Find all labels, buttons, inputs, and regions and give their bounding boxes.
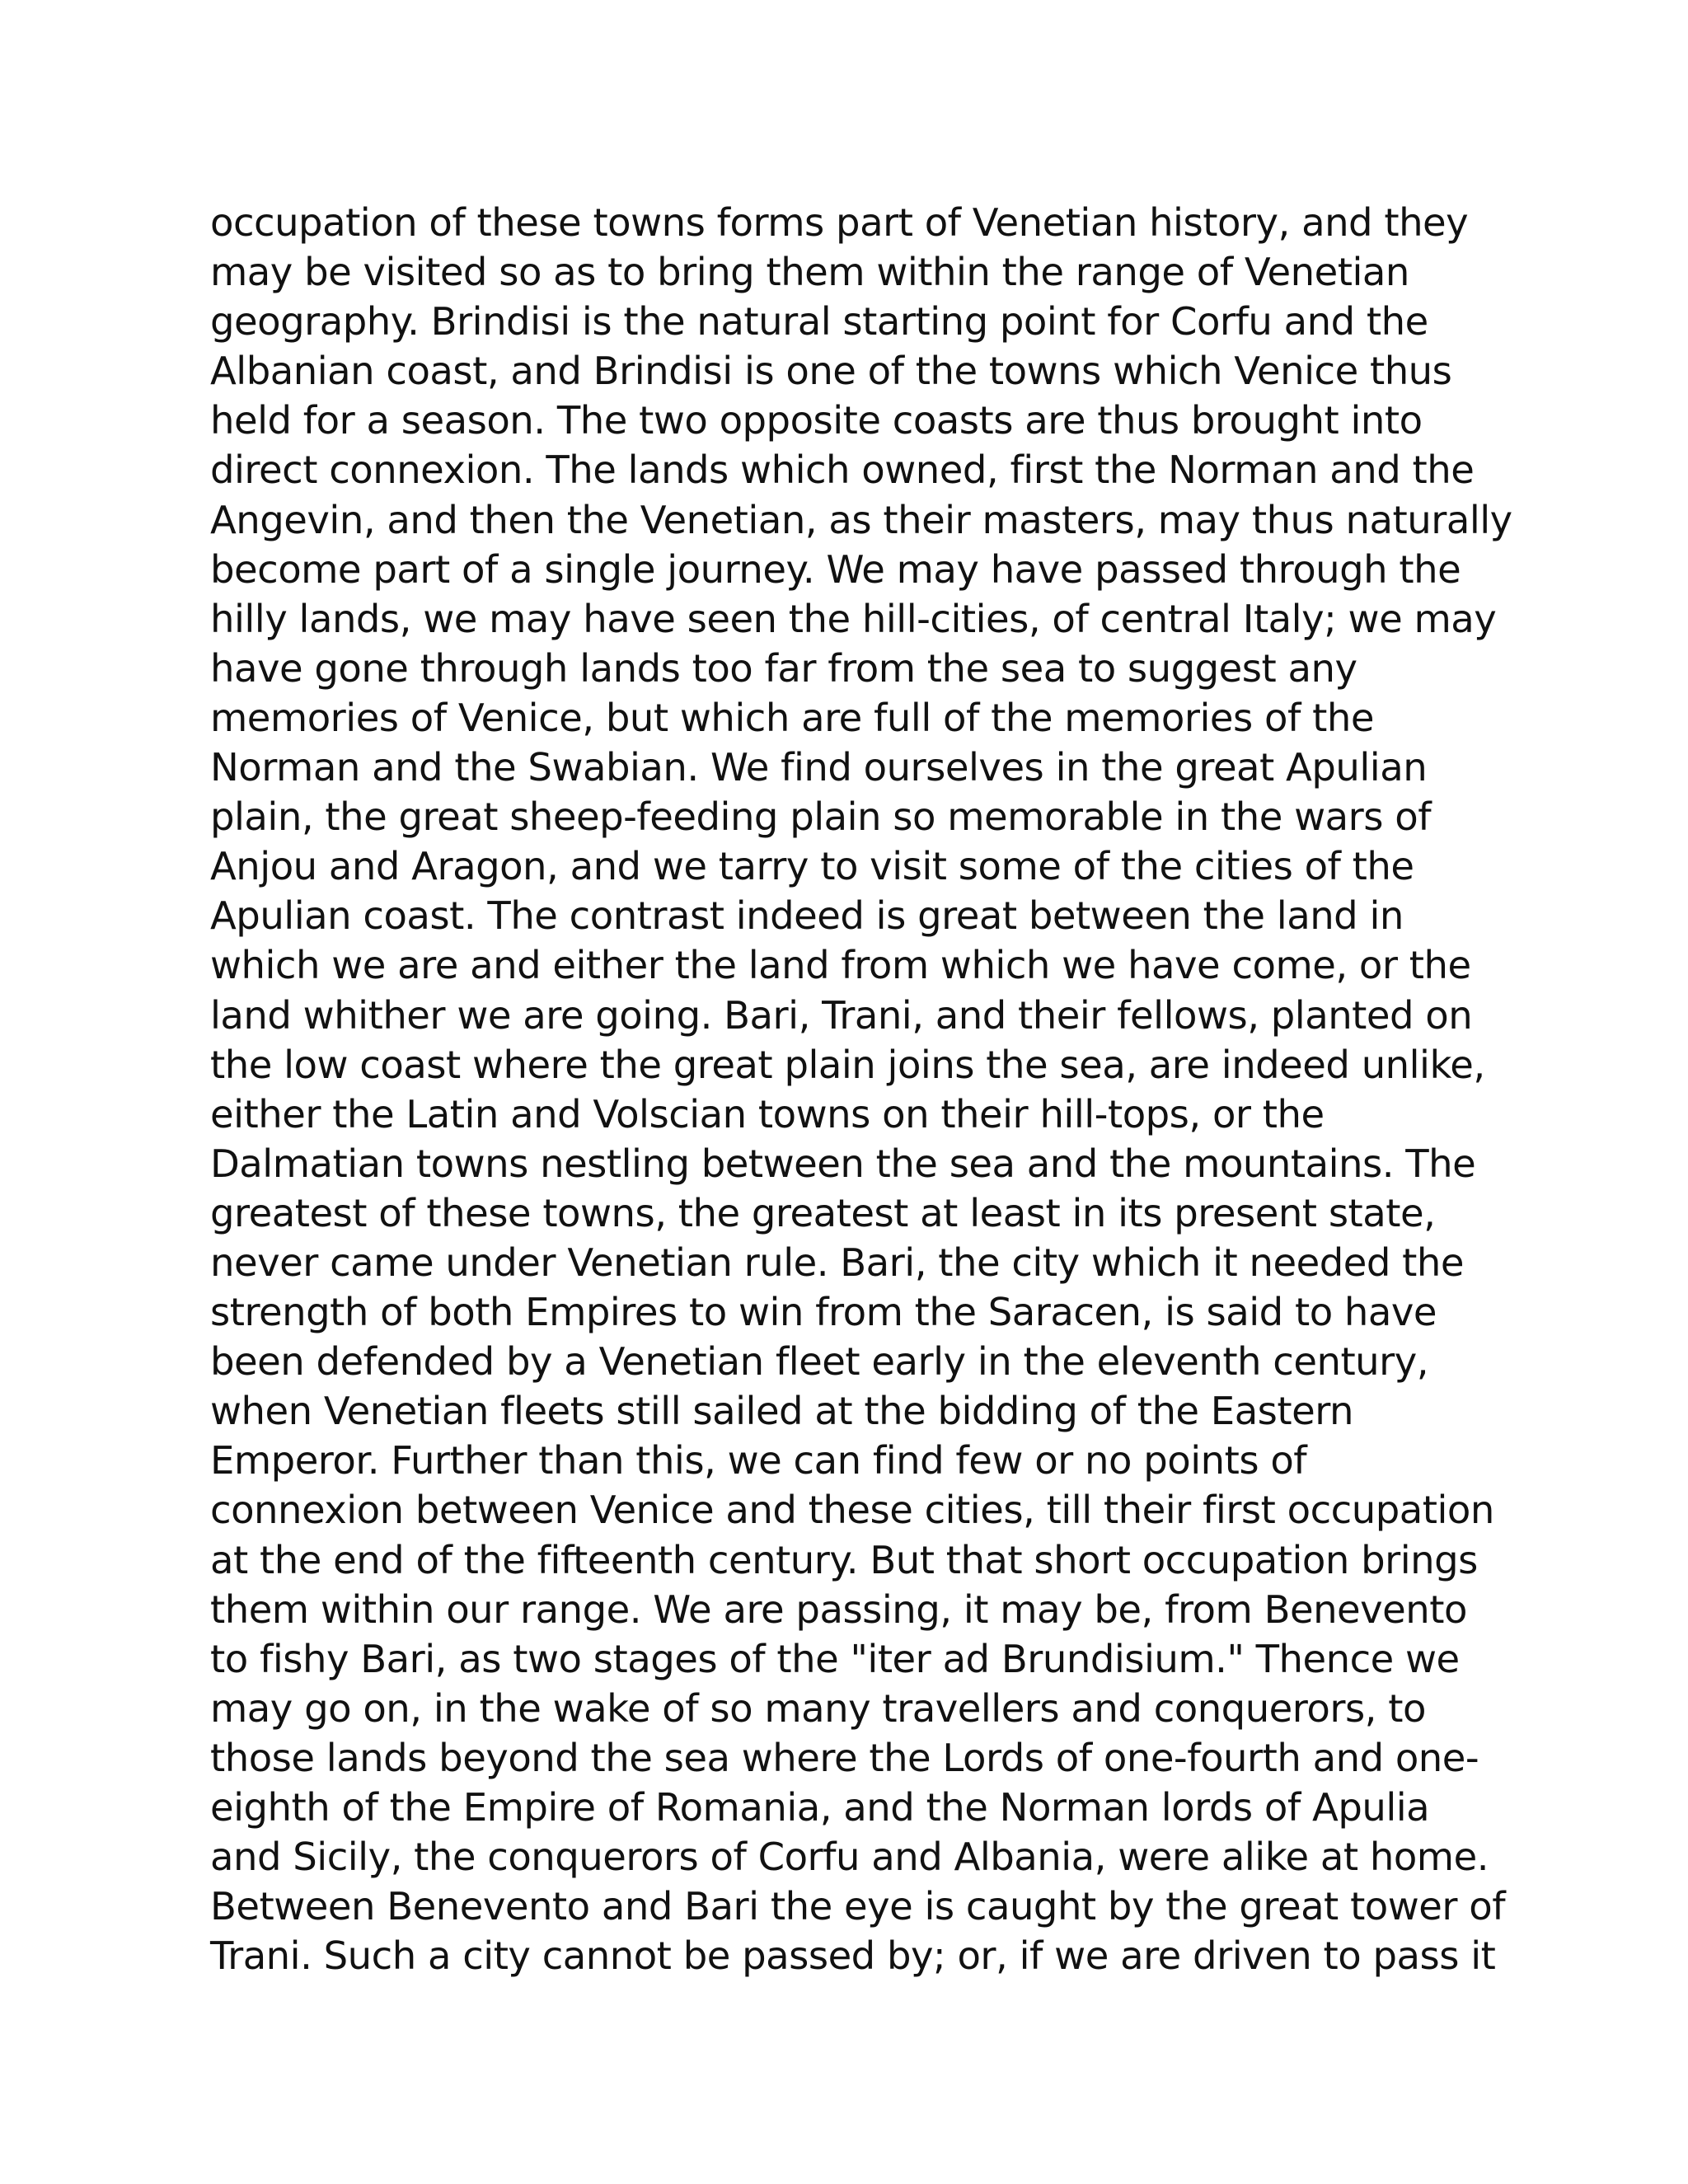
text-line: geography. Brindisi is the natural starting point for Corfu and the [210, 299, 1428, 344]
text-line: eighth of the Empire of Romania, and the Norman lords of Apulia [210, 1785, 1430, 1830]
text-line: become part of a single journey. We may have passed through the [210, 546, 1461, 592]
text-line: Apulian coast. The contrast indeed is great between the land in [210, 893, 1404, 939]
text-line: the low coast where the great plain joins the sea, are indeed unlike, [210, 1042, 1485, 1087]
text-line: greatest of these towns, the greatest at least in its present state, [210, 1190, 1436, 1235]
text-line: at the end of the fifteenth century. But that short occupation brings [210, 1537, 1478, 1582]
text-line: either the Latin and Volscian towns on their hill-tops, or the [210, 1091, 1325, 1137]
text-line: held for a season. The two opposite coasts are thus brought into [210, 398, 1423, 443]
text-line: may be visited so as to bring them within the range of Venetian [210, 250, 1409, 295]
text-line: may go on, in the wake of so many travellers and conquerors, to [210, 1685, 1426, 1731]
text-line: Angevin, and then the Venetian, as their masters, may thus naturally [210, 497, 1512, 542]
text-line: Norman and the Swabian. We find ourselves in the great Apulian [210, 745, 1428, 790]
text-line: direct connexion. The lands which owned, first the Norman and the [210, 448, 1475, 493]
text-line: Trani. Such a city cannot be passed by; or, if we are driven to pass it [210, 1933, 1496, 1979]
text-line: Dalmatian towns nestling between the sea and the mountains. The [210, 1141, 1476, 1186]
text-line: plain, the great sheep-feeding plain so memorable in the wars of [210, 794, 1432, 840]
text-line: connexion between Venice and these cities, till their first occupation [210, 1488, 1494, 1533]
text-line: and Sicily, the conquerors of Corfu and Albania, were alike at home. [210, 1835, 1489, 1880]
text-line: been defended by a Venetian fleet early in the eleventh century, [210, 1339, 1429, 1385]
text-line: to fishy Bari, as two stages of the "iter ad Brundisium." Thence we [210, 1636, 1460, 1681]
text-line: strength of both Empires to win from the Saracen, is said to have [210, 1290, 1437, 1335]
text-line: never came under Venetian rule. Bari, the city which it needed the [210, 1240, 1464, 1285]
text-line: have gone through lands too far from the sea to suggest any [210, 645, 1357, 691]
text-line: Albanian coast, and Brindisi is one of the towns which Venice thus [210, 349, 1452, 394]
text-line: when Venetian fleets still sailed at the bidding of the Eastern [210, 1389, 1354, 1434]
text-line: Emperor. Further than this, we can find few or no points of [210, 1438, 1307, 1483]
text-line: hilly lands, we may have seen the hill-cities, of central Italy; we may [210, 596, 1497, 641]
text-line: which we are and either the land from which we have come, or the [210, 943, 1471, 988]
text-line: memories of Venice, but which are full of the memories of the [210, 695, 1374, 740]
text-line: Between Benevento and Bari the eye is caught by the great tower of [210, 1884, 1506, 1929]
text-line: Anjou and Aragon, and we tarry to visit some of the cities of the [210, 844, 1414, 889]
text-line: those lands beyond the sea where the Lords of one-fourth and one- [210, 1735, 1479, 1780]
body-text [210, 198, 1512, 1980]
text-line: occupation of these towns forms part of Venetian history, and they [210, 200, 1469, 245]
text-line: them within our range. We are passing, it may be, from Benevento [210, 1586, 1467, 1632]
text-line: land whither we are going. Bari, Trani, and their fellows, planted on [210, 992, 1473, 1038]
